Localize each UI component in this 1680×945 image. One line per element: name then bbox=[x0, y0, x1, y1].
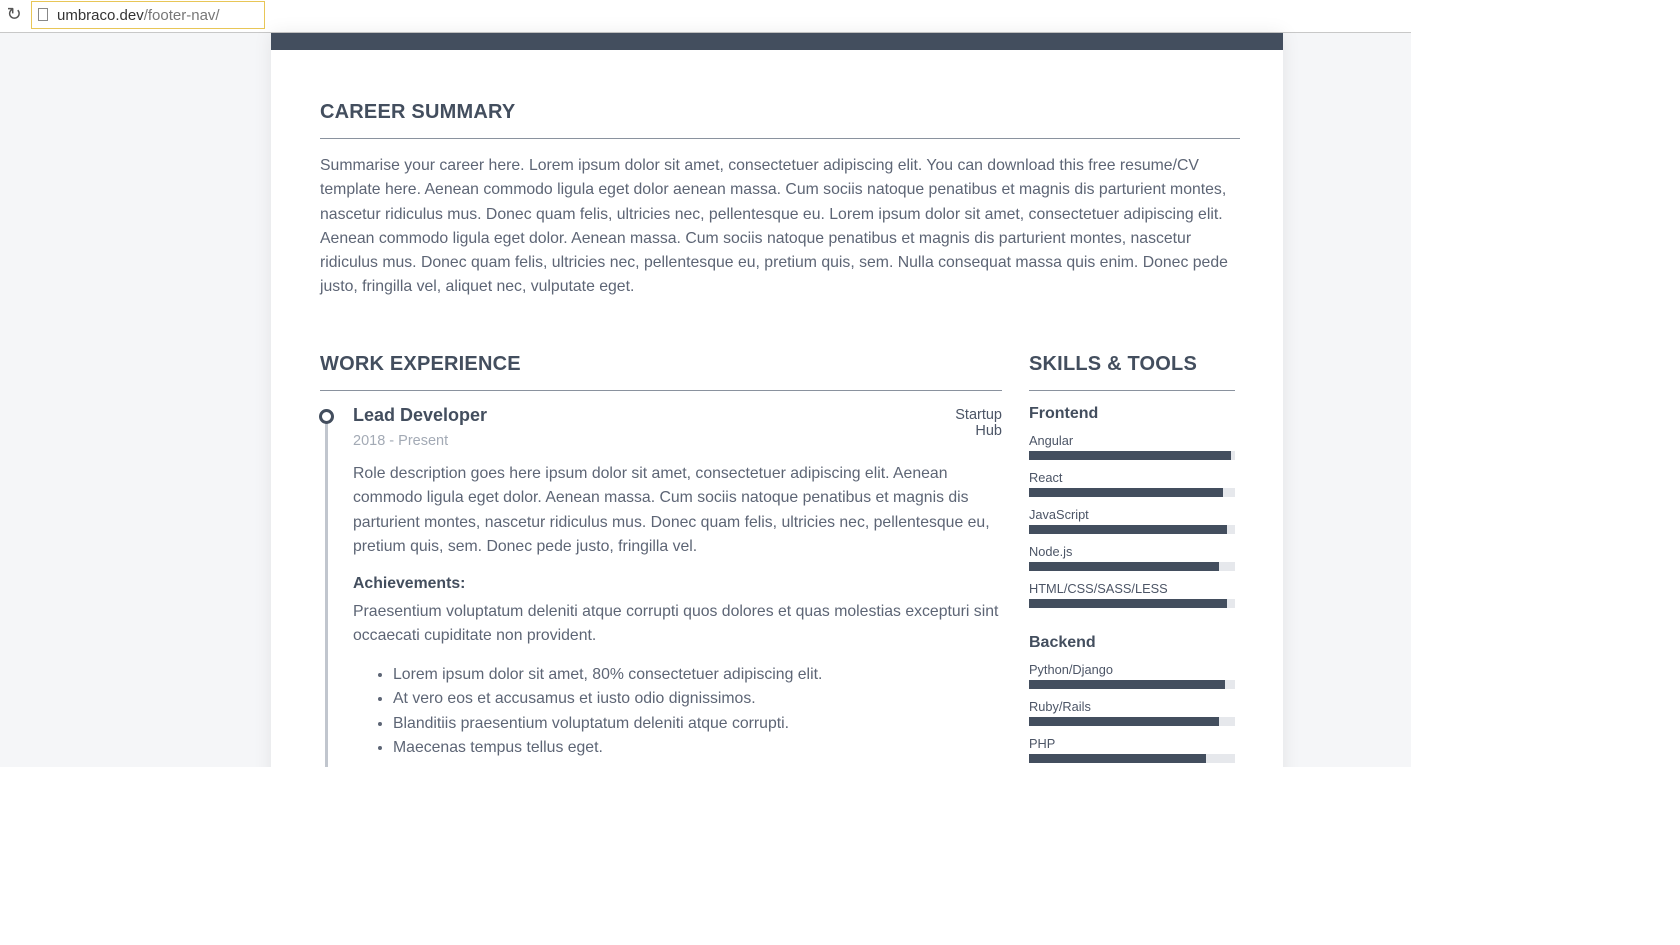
skill-fill bbox=[1029, 525, 1227, 534]
job-title: Lead Developer bbox=[353, 405, 488, 425]
achievements-text: Praesentium voluptatum deleniti atque corrupti quos dolores et quas molestias excepturi sint occaecati cupiditate non provident. bbox=[353, 603, 999, 645]
skill-html-css bbox=[1029, 581, 1235, 608]
skill-bar bbox=[1029, 488, 1235, 497]
skill-nodejs bbox=[1029, 544, 1235, 571]
skill-name: JavaScript bbox=[1029, 507, 1089, 522]
skill-fill bbox=[1029, 754, 1206, 763]
list-item: • Lorem ipsum dolor sit amet, 80% consectetuer adipiscing elit. bbox=[393, 663, 1043, 687]
url-text bbox=[57, 7, 220, 24]
job-company: Startup Hub bbox=[955, 407, 1002, 439]
url-host: umbraco.dev bbox=[57, 7, 144, 24]
skill-angular bbox=[1029, 433, 1235, 460]
skill-group-backend: Backend bbox=[1029, 634, 1096, 651]
url-input[interactable] bbox=[31, 1, 265, 29]
skills-divider bbox=[1029, 390, 1235, 391]
skill-javascript bbox=[1029, 507, 1235, 534]
career-summary-divider bbox=[320, 138, 1240, 139]
resume-header-bar bbox=[271, 33, 1283, 50]
timeline-dot-icon bbox=[319, 409, 334, 424]
skill-react bbox=[1029, 470, 1235, 497]
skill-fill bbox=[1029, 451, 1231, 460]
skills-title: SKILLS & TOOLS bbox=[1029, 353, 1197, 375]
achievements-list bbox=[353, 663, 1043, 760]
url-path: /footer-nav/ bbox=[143, 7, 220, 24]
resume-card bbox=[271, 33, 1283, 767]
skill-bar bbox=[1029, 451, 1235, 460]
work-experience-divider bbox=[320, 390, 1002, 391]
skill-bar bbox=[1029, 599, 1235, 608]
skill-name: Node.js bbox=[1029, 544, 1073, 559]
skill-bar bbox=[1029, 717, 1235, 726]
skill-python-django bbox=[1029, 662, 1235, 689]
address-bar bbox=[0, 0, 1411, 33]
job-date: 2018 - Present bbox=[353, 433, 449, 449]
list-item: • At vero eos et accusamus et iusto odio dignissimos. bbox=[393, 687, 1043, 711]
skill-fill bbox=[1029, 680, 1225, 689]
work-experience-title: WORK EXPERIENCE bbox=[320, 353, 521, 375]
skill-name: React bbox=[1029, 470, 1063, 485]
skill-group-frontend: Frontend bbox=[1029, 405, 1099, 422]
list-item: • Blanditiis praesentium voluptatum deleniti atque corrupti. bbox=[393, 712, 1043, 736]
skill-bar bbox=[1029, 754, 1235, 763]
career-summary-text: Summarise your career here. Lorem ipsum dolor sit amet, consectetuer adipiscing elit. You can download this free resume/CV template here. Aenean commodo ligula eget dolor aenean massa. Cum sociis natoque penatibus et magnis dis parturient montes, nascetur ridiculus mus. Donec quam felis, ultricies nec, pellentesque eu. Lorem ipsum dolor sit amet, consectetuer adipiscing elit. Aenean commodo ligula eget dolor. Aenean massa. Cum sociis natoque penatibus et magnis dis parturient montes, nascetur ridiculus mus. Donec quam felis, ultricies nec, pellentesque eu, pretium quis, sem. Nulla consequat massa quis enim. Donec pede justo, fringilla vel, aliquet nec, vulputate eget. bbox=[320, 157, 1228, 296]
skill-bar bbox=[1029, 562, 1235, 571]
skill-name: HTML/CSS/SASS/LESS bbox=[1029, 581, 1168, 596]
list-item: • Maecenas tempus tellus eget. bbox=[393, 736, 1043, 760]
page-icon bbox=[38, 8, 48, 21]
skill-bar bbox=[1029, 680, 1235, 689]
skill-name: Angular bbox=[1029, 433, 1074, 448]
skill-php bbox=[1029, 736, 1235, 763]
skill-bar bbox=[1029, 525, 1235, 534]
skill-fill bbox=[1029, 717, 1219, 726]
skill-name: PHP bbox=[1029, 736, 1056, 751]
timeline-line bbox=[325, 411, 328, 767]
skill-name: Ruby/Rails bbox=[1029, 699, 1091, 714]
skill-ruby-rails bbox=[1029, 699, 1235, 726]
job-description: Role description goes here ipsum dolor sit amet, consectetuer adipiscing elit. Aenean commodo ligula eget dolor. Aenean massa. Cum sociis natoque penatibus et magnis dis parturient montes, nascetur ridiculus mus. Donec quam felis, ultricies nec, pellentesque eu, pretium quis, sem. Donec pede justo, fringilla vel. bbox=[353, 465, 990, 555]
career-summary-title: CAREER SUMMARY bbox=[320, 101, 516, 123]
achievements-heading: Achievements: bbox=[353, 575, 466, 592]
skill-fill bbox=[1029, 562, 1219, 571]
skill-fill bbox=[1029, 488, 1223, 497]
skill-name: Python/Django bbox=[1029, 662, 1113, 677]
skill-fill bbox=[1029, 599, 1227, 608]
reload-icon[interactable]: ↻ bbox=[6, 4, 22, 24]
